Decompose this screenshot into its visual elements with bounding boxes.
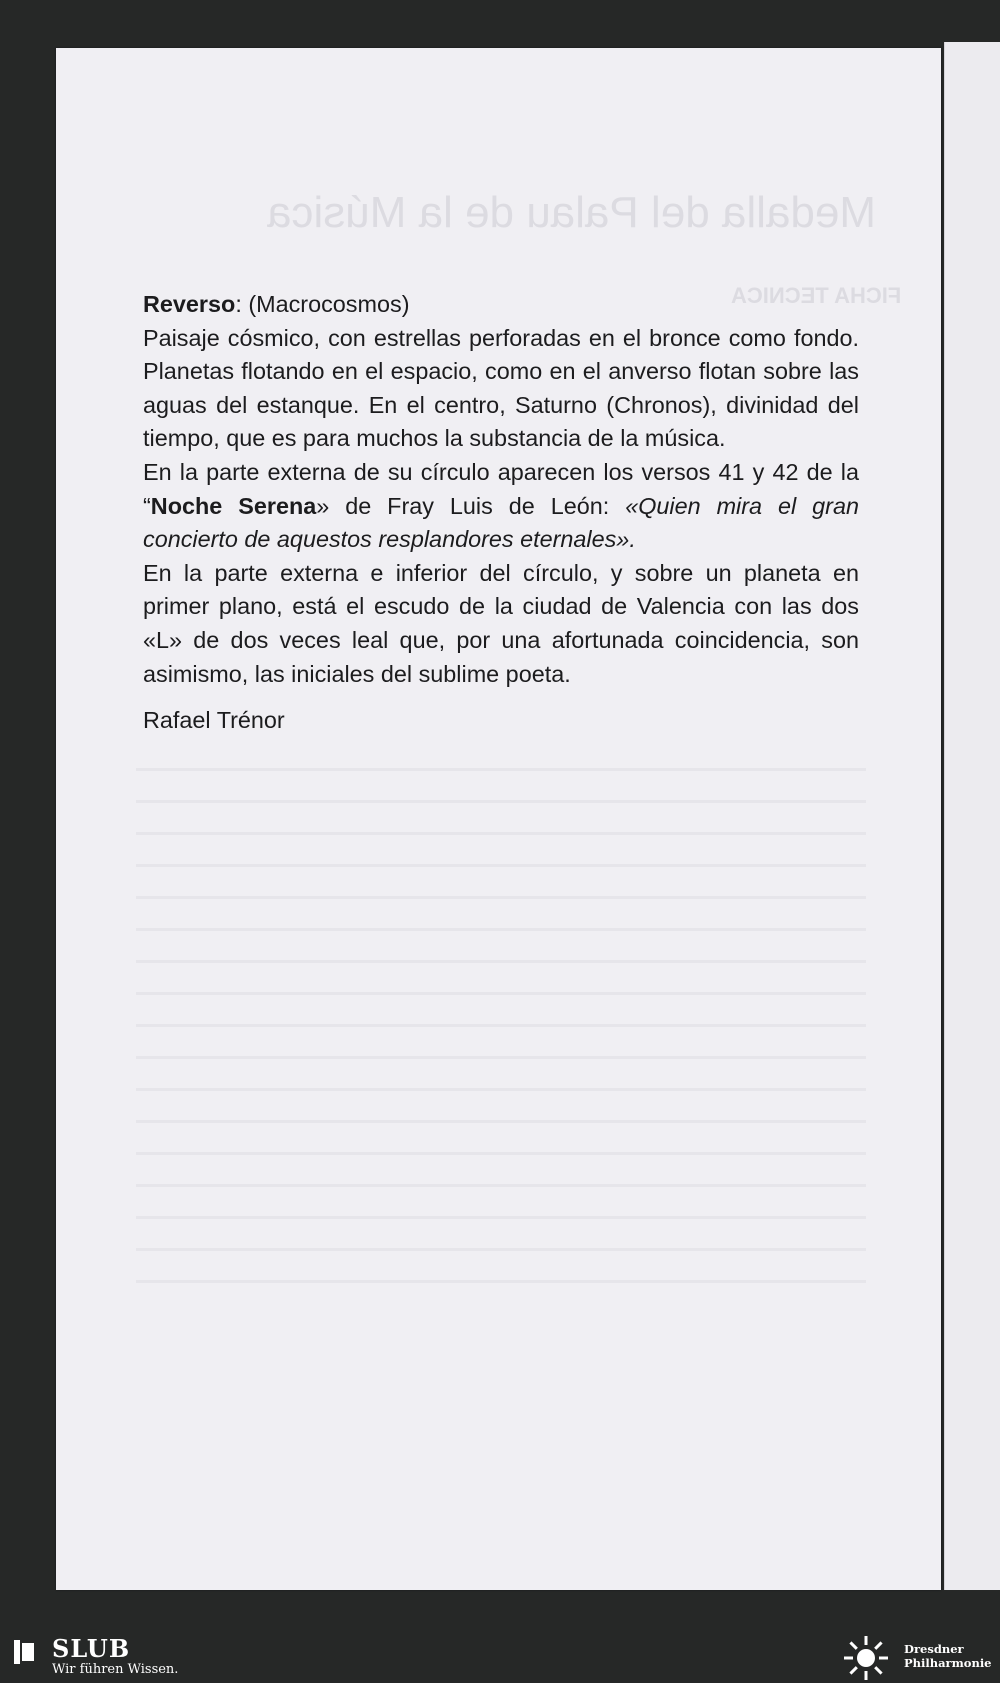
document-page (56, 48, 941, 1590)
paragraph-verses-middle: » de Fray Luis de León: (316, 492, 626, 519)
paragraph-coat-of-arms: En la parte externa e inferior del círculo, y sobre un planeta en primer plano, está el escudo de la ciudad de Valencia con las dos «L» de dos veces leal que, por una afortunada coincidencia, son asimismo, las iniciales del sublime poeta. (143, 559, 859, 687)
heading-bold: Reverso (143, 291, 236, 317)
paragraph-verses (143, 456, 859, 557)
document-body (143, 288, 859, 738)
show-through-label: FICHA TECNICA (730, 283, 901, 308)
show-through-text (136, 768, 866, 1312)
footer-bar (0, 1630, 1000, 1683)
philharmonie-line-1: Dresdner (904, 1642, 964, 1656)
philharmonie-line-2: Philharmonie (904, 1656, 992, 1670)
philharmonie-logo-icon (842, 1634, 890, 1682)
slub-tagline: Wir führen Wissen. (52, 1662, 179, 1677)
philharmonie-logo-text (904, 1642, 992, 1670)
author-signature: Rafael Trénor (143, 707, 285, 734)
heading-rest: : (Macrocosmos) (235, 291, 410, 317)
show-through-title: Medalla del Palau de la Música (266, 188, 876, 237)
next-page-edge (944, 42, 1000, 1590)
poem-quote: «Quien mira el gran concierto de aquestos resplandores eternales». (143, 492, 859, 553)
paragraph-reverso-description: Paisaje cósmico, con estrellas perforadas en el bronce como fondo. Planetas flotando en el espacio, como en el anverso flotan sobre las aguas del estanque. En el centro, Saturno (Chronos), divinidad del tiempo, que es para muchos la substancia de la música. (143, 324, 859, 452)
slub-logo-text: SLUB (52, 1634, 131, 1663)
poem-title: Noche Serena (150, 492, 317, 519)
section-heading (143, 288, 859, 322)
paragraph-verses-start: En la parte externa de su círculo aparecen los versos 41 y 42 de la “ (143, 458, 859, 519)
slub-logo-icon (14, 1640, 36, 1664)
